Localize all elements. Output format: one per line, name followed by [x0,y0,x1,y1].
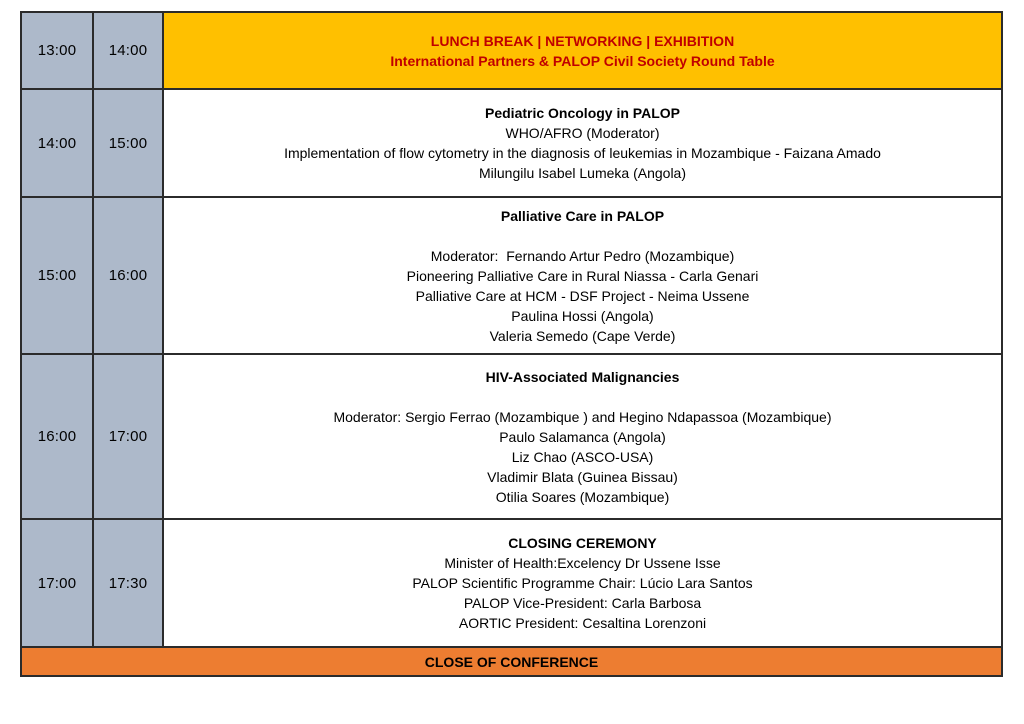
start-time-cell: 15:00 [22,198,94,355]
start-time-cell: 16:00 [22,355,94,520]
end-time-cell: 17:30 [94,520,164,648]
session-line: Palliative Care at HCM - DSF Project - Neima Ussene [415,287,750,304]
session-line: Vladimir Blata (Guinea Bissau) [487,468,678,485]
session-line: Implementation of flow cytometry in the diagnosis of leukemias in Mozambique - Faizana Amado [284,145,881,161]
session-line: PALOP Vice-President: Carla Barbosa [463,595,702,611]
session-cell [164,90,1003,198]
start-time-cell: 17:00 [22,520,94,648]
session-line: Valeria Semedo (Cape Verde) [489,327,676,344]
session-line: AORTIC President: Cesaltina Lorenzoni [458,615,707,631]
session-title: Palliative Care in PALOP [500,207,665,224]
session-line: Liz Chao (ASCO-USA) [511,448,654,465]
end-time-cell: 16:00 [94,198,164,355]
session-title: Pediatric Oncology in PALOP [485,105,680,121]
start-time-cell: 14:00 [22,90,94,198]
schedule-row [22,355,1003,520]
session-cell [164,520,1003,648]
schedule-row [22,198,1003,355]
session-line: WHO/AFRO (Moderator) [505,125,660,141]
session-cell [164,198,1003,355]
lunch-break-cell [164,13,1003,90]
session-line: Pioneering Palliative Care in Rural Niassa - Carla Genari [406,267,759,284]
session-title: LUNCH BREAK | NETWORKING | EXHIBITION [430,32,735,49]
end-time-cell: 17:00 [94,355,164,520]
end-time-cell: 15:00 [94,90,164,198]
session-line: Paulina Hossi (Angola) [511,307,654,324]
session-title: HIV-Associated Malignancies [485,368,680,385]
session-line: PALOP Scientific Programme Chair: Lúcio Lara Santos [412,575,753,591]
schedule-table [20,11,1003,677]
session-line: Paulo Salamanca (Angola) [499,428,666,445]
session-title: CLOSING CEREMONY [508,535,657,551]
session-line: Milungilu Isabel Lumeka (Angola) [479,165,686,181]
end-time-cell: 14:00 [94,13,164,90]
session-line: Moderator: Fernando Artur Pedro (Mozambique) [430,247,735,264]
start-time-cell: 13:00 [22,13,94,90]
schedule-row [22,520,1003,648]
session-line: Otilia Soares (Mozambique) [495,488,670,505]
close-of-conference-row [22,648,1003,677]
session-line: Moderator: Sergio Ferrao (Mozambique ) and Hegino Ndapassoa (Mozambique) [333,408,832,425]
schedule-row [22,13,1003,90]
session-cell [164,355,1003,520]
session-line: Minister of Health:Excelency Dr Ussene Isse [444,555,721,571]
schedule-row [22,90,1003,198]
close-of-conference-label: CLOSE OF CONFERENCE [22,648,1003,677]
session-title: International Partners & PALOP Civil Society Round Table [390,52,775,69]
